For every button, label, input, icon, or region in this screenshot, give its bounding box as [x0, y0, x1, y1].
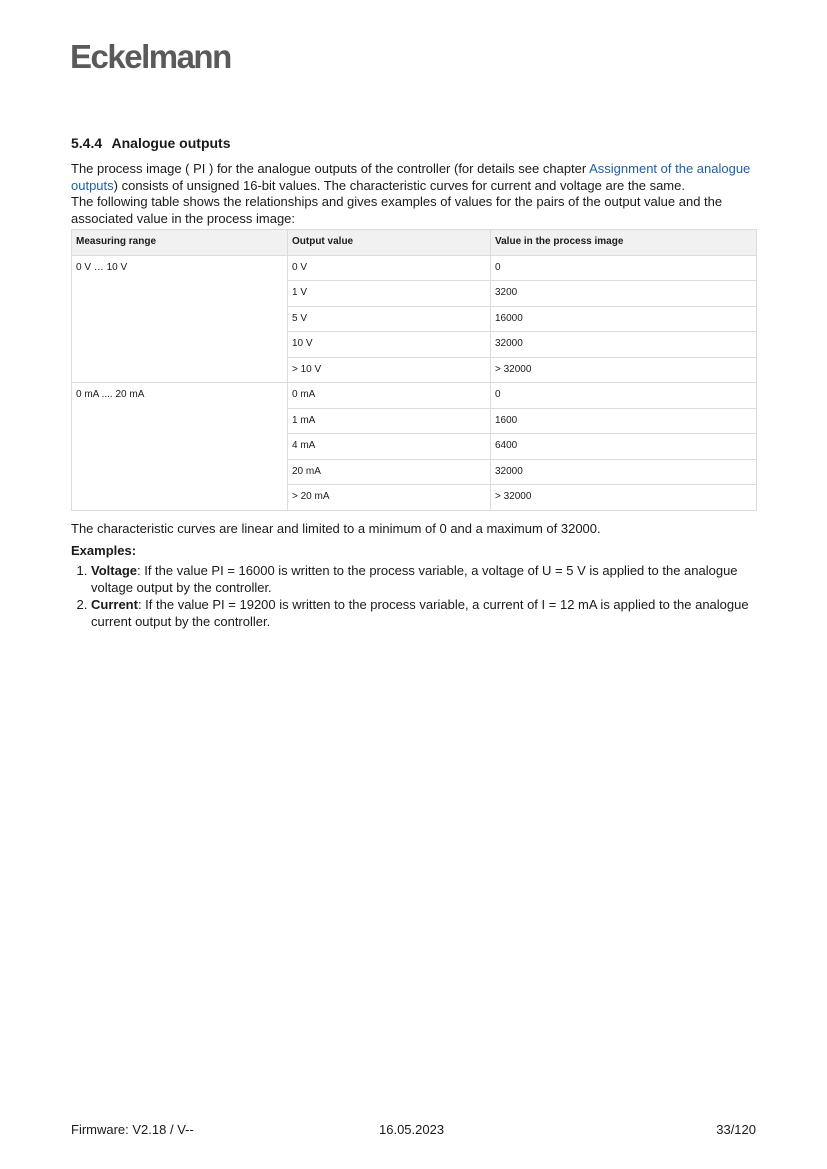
table-row — [72, 383, 757, 409]
footer-date: 16.05.2023 — [379, 1122, 445, 1137]
output-value-cell: 4 mA — [288, 434, 491, 460]
output-value-cell: > 20 mA — [288, 485, 491, 511]
process-value-cell: 0 — [491, 383, 757, 409]
curve-description: The characteristic curves are linear and limited to a minimum of 0 and a maximum of 32000. — [71, 520, 601, 536]
list-item — [91, 597, 756, 630]
intro-text-1: The process image ( PI ) for the analogue outputs of the controller (for details see chapter — [71, 161, 590, 176]
main-content — [71, 135, 756, 631]
column-header: Output value — [288, 230, 491, 256]
example-label: Current — [91, 597, 138, 612]
measuring-range-cell: 0 V … 10 V — [72, 255, 288, 383]
examples-heading: Examples: — [71, 543, 137, 558]
output-value-cell: 1 mA — [288, 408, 491, 434]
process-value-cell: 32000 — [491, 332, 757, 358]
output-value-cell: 5 V — [288, 306, 491, 332]
process-value-cell: 0 — [491, 255, 757, 281]
process-value-cell: 32000 — [491, 459, 757, 485]
process-value-cell: 1600 — [491, 408, 757, 434]
table-header-row — [72, 230, 757, 256]
table-row — [72, 255, 757, 281]
analogue-output-table — [71, 229, 757, 511]
process-value-cell: 3200 — [491, 281, 757, 307]
output-value-cell: 0 V — [288, 255, 491, 281]
column-header: Measuring range — [72, 230, 288, 256]
measuring-range-cell: 0 mA .... 20 mA — [72, 383, 288, 511]
process-value-cell: > 32000 — [491, 485, 757, 511]
section-number: 5.4.4 — [71, 135, 103, 151]
intro-paragraph — [71, 161, 756, 194]
column-header: Value in the process image — [491, 230, 757, 256]
process-value-cell: 6400 — [491, 434, 757, 460]
company-logo: Eckelmann — [70, 38, 231, 75]
example-text: : If the value PI = 16000 is written to the process variable, a voltage of U = 5 V is applied to the analogue voltage output by the controller. — [91, 563, 738, 595]
output-value-cell: 10 V — [288, 332, 491, 358]
footer-firmware: Firmware: V2.18 / V-- — [71, 1122, 194, 1137]
section-title: Analogue outputs — [111, 135, 231, 151]
intro-text-2: ) consists of unsigned 16-bit values. The characteristic curves for current and voltage are the same. — [113, 177, 685, 193]
assignment-link[interactable]: Assignment of the analogue outputs — [71, 161, 751, 193]
process-value-cell: > 32000 — [491, 357, 757, 383]
output-value-cell: 0 mA — [288, 383, 491, 409]
example-label: Voltage — [91, 563, 137, 578]
output-value-cell: 20 mA — [288, 459, 491, 485]
intro-paragraph-2: The following table shows the relationships and gives examples of values for the pairs of the output value and the associated value in the process image: — [71, 194, 723, 226]
footer-page-number: 33/120 — [716, 1122, 756, 1137]
example-text: : If the value PI = 19200 is written to the process variable, a current of I = 12 mA is applied to the analogue current output by the controller. — [91, 597, 749, 629]
section-heading — [71, 135, 756, 151]
examples-list — [71, 563, 756, 630]
output-value-cell: > 10 V — [288, 357, 491, 383]
process-value-cell: 16000 — [491, 306, 757, 332]
list-item — [91, 563, 756, 596]
output-value-cell: 1 V — [288, 281, 491, 307]
